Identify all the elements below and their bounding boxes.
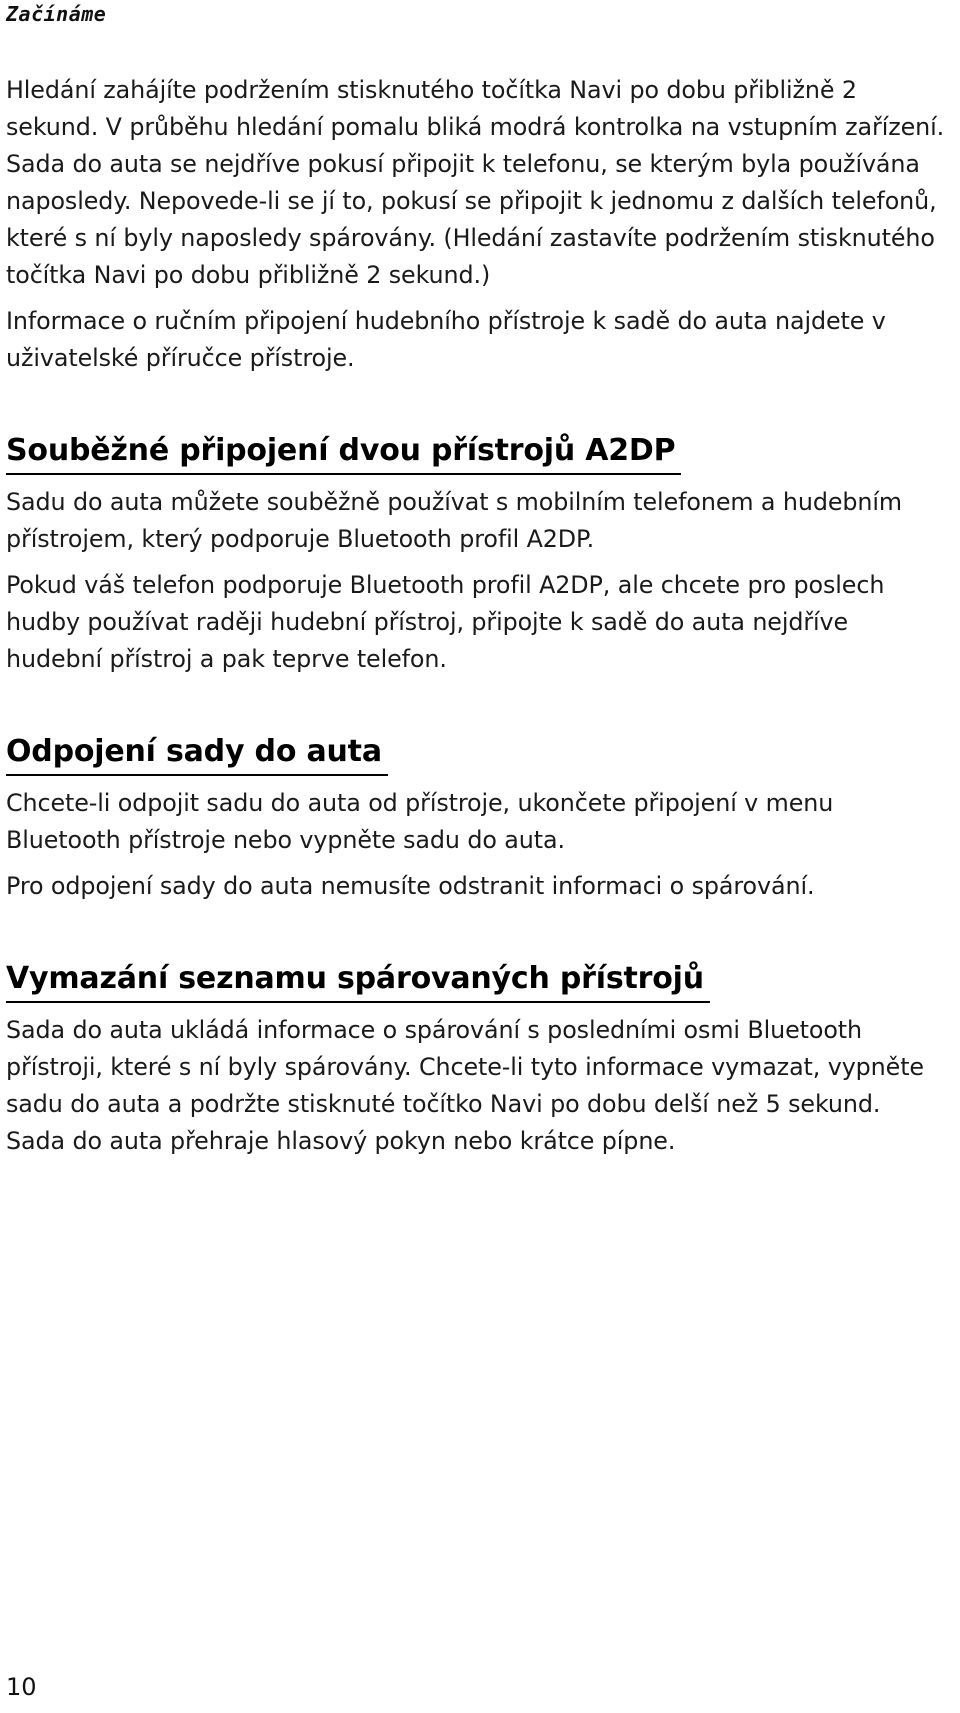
section-a2dp <box>6 386 946 678</box>
section-disconnect-paragraph-1: Chcete-li odpojit sadu do auta od přístroje, ukončete připojení v menu Bluetooth přístroje nebo vypněte sadu do auta. <box>6 789 834 854</box>
section-a2dp-paragraph-1: Sadu do auta můžete souběžně používat s mobilním telefonem a hudebním přístrojem, který podporuje Bluetooth profil A2DP. <box>6 488 902 553</box>
intro-paragraph-2: Informace o ručním připojení hudebního přístroje k sadě do auta najdete v uživatelské příručce přístroje. <box>6 307 886 372</box>
page-number: 10 <box>6 1673 37 1701</box>
section-clear-paired <box>6 914 946 1160</box>
body-text <box>6 72 946 1169</box>
document-page <box>6 0 956 1713</box>
section-heading-a2dp: Souběžné připojení dvou přístrojů A2DP <box>6 430 681 475</box>
section-heading-disconnect: Odpojení sady do auta <box>6 731 388 776</box>
section-disconnect-paragraph-2: Pro odpojení sady do auta nemusíte odstranit informaci o spárování. <box>6 872 815 900</box>
section-a2dp-paragraph-2: Pokud váš telefon podporuje Bluetooth profil A2DP, ale chcete pro poslech hudby používat raději hudební přístroj, připojte k sadě do auta nejdříve hudební přístroj a pak teprve telefon. <box>6 571 885 673</box>
running-header: Začínáme <box>6 2 107 26</box>
intro-paragraph-1: Hledání zahájíte podržením stisknutého točítka Navi po dobu přibližně 2 sekund. V průběhu hledání pomalu bliká modrá kontrolka na vstupním zařízení. Sada do auta se nejdříve pokusí připojit k telefonu, se kterým byla používána naposledy. Nepovede-li se jí to, pokusí se připojit k jednomu z dalších telefonů, které s ní byly naposledy spárovány. (Hledání zastavíte podržením stisknutého točítka Navi po dobu přibližně 2 sekund.) <box>6 76 945 289</box>
section-heading-clear-paired: Vymazání seznamu spárovaných přístrojů <box>6 958 710 1003</box>
section-clear-paired-paragraph-1: Sada do auta ukládá informace o spárování s posledními osmi Bluetooth přístroji, které s ní byly spárovány. Chcete-li tyto informace vymazat, vypněte sadu do auta a podržte stisknuté točítko Navi po dobu delší než 5 sekund. Sada do auta přehraje hlasový pokyn nebo krátce pípne. <box>6 1016 924 1155</box>
section-disconnect <box>6 687 946 905</box>
